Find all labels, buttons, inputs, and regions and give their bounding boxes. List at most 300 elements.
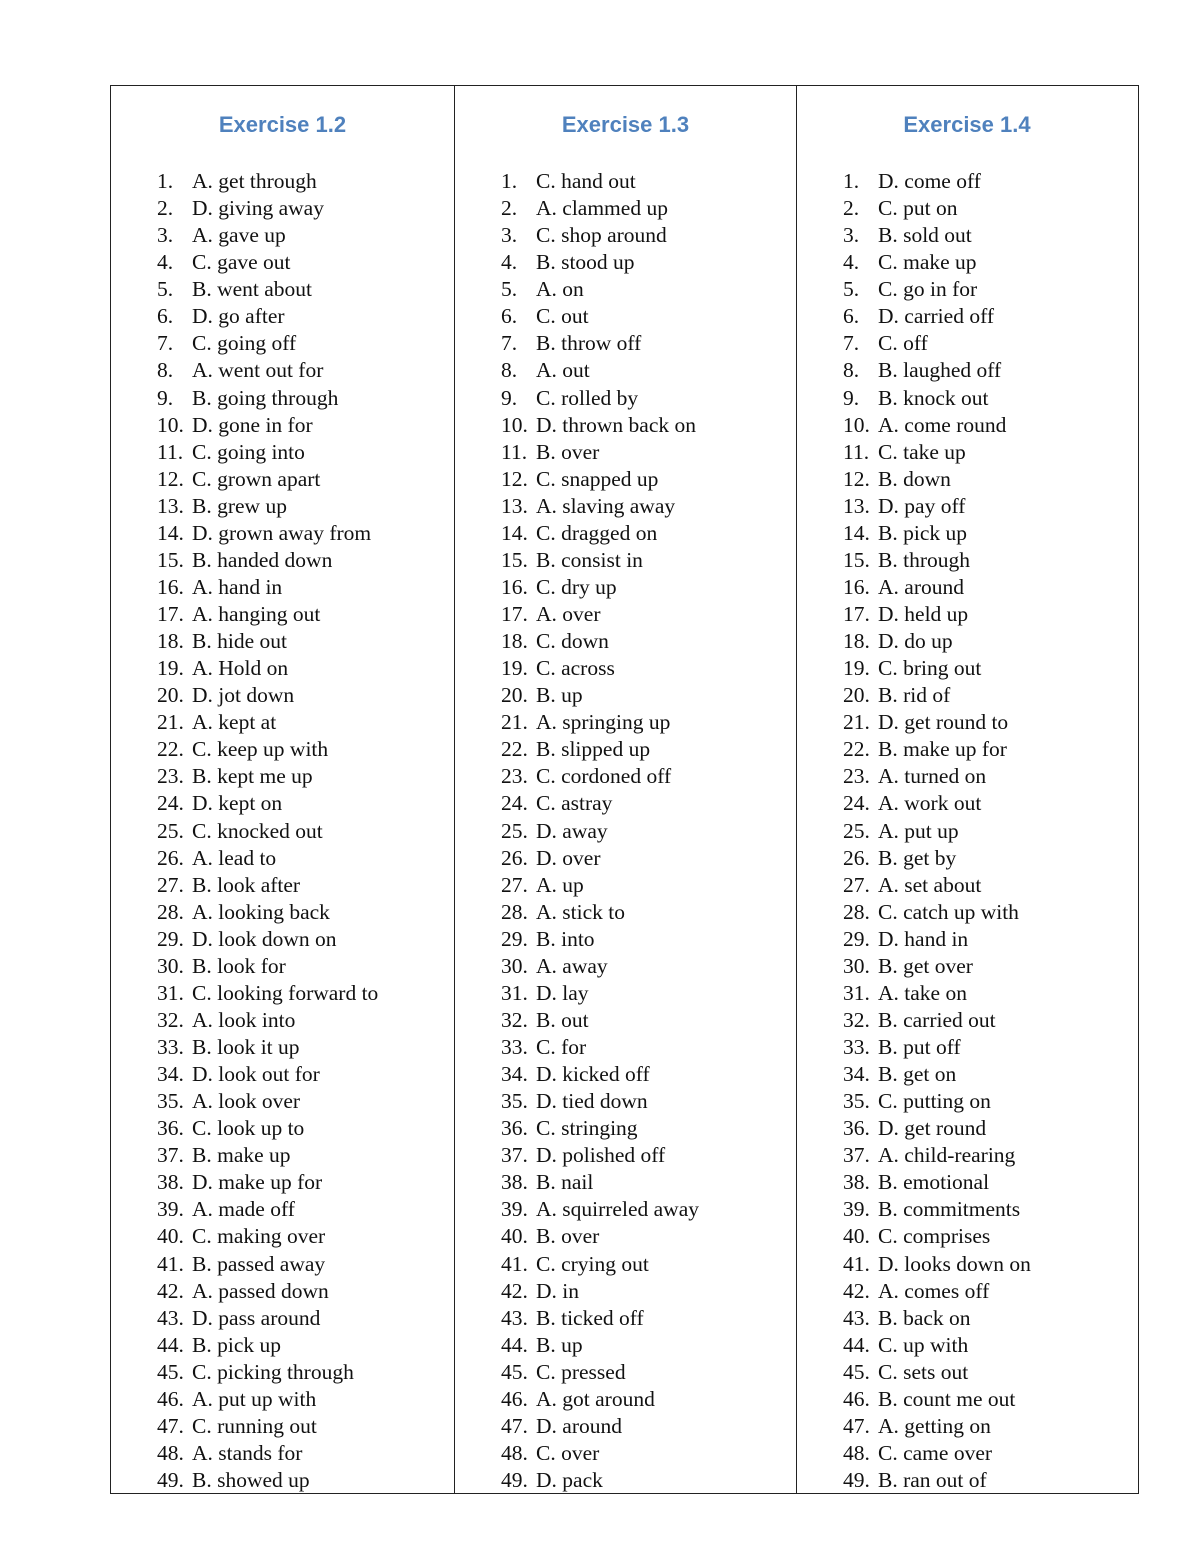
answer-text: A. passed down	[192, 1278, 329, 1303]
answer-item	[843, 980, 1031, 1007]
answer-number: 24.	[157, 791, 184, 816]
answer-item	[501, 1034, 699, 1061]
answer-item	[501, 1142, 699, 1169]
answer-text: D. polished off	[536, 1143, 666, 1168]
answer-text: C. make up	[878, 250, 977, 275]
answer-text: B. back on	[878, 1305, 971, 1330]
answer-number: 35.	[501, 1089, 528, 1114]
answer-number: 2.	[501, 196, 518, 221]
answer-number: 23.	[157, 764, 184, 789]
answer-number: 28.	[501, 899, 528, 924]
answer-number: 3.	[501, 223, 518, 248]
answer-text: C. bring out	[878, 656, 982, 681]
answer-item	[501, 222, 699, 249]
answer-item	[157, 276, 378, 303]
answer-number: 44.	[843, 1332, 870, 1357]
answer-number: 7.	[157, 331, 174, 356]
answer-number: 29.	[501, 926, 528, 951]
answer-number: 6.	[501, 304, 518, 329]
answer-item	[843, 1440, 1031, 1467]
answer-item	[501, 980, 699, 1007]
answer-number: 16.	[501, 574, 528, 599]
answer-text: A. put up with	[192, 1386, 317, 1411]
answer-number: 4.	[157, 250, 174, 275]
answer-text: A. set about	[878, 872, 982, 897]
answer-text: C. stringing	[536, 1116, 638, 1141]
answer-number: 39.	[157, 1197, 184, 1222]
answer-item	[157, 547, 378, 574]
answer-item	[157, 195, 378, 222]
answer-number: 29.	[843, 926, 870, 951]
answer-item	[501, 790, 699, 817]
answer-text: B. get on	[878, 1062, 957, 1087]
answer-text: B. make up for	[878, 737, 1007, 762]
answer-text: C. going into	[192, 439, 305, 464]
answer-number: 15.	[157, 547, 184, 572]
answer-number: 38.	[501, 1170, 528, 1195]
answer-item	[843, 439, 1031, 466]
answer-number: 5.	[843, 277, 860, 302]
answer-item	[157, 1413, 378, 1440]
answer-item	[157, 357, 378, 384]
answer-item	[843, 872, 1031, 899]
answer-text: B. passed away	[192, 1251, 326, 1276]
answer-number: 30.	[843, 953, 870, 978]
answer-item	[843, 1332, 1031, 1359]
answer-number: 30.	[501, 953, 528, 978]
answer-text: D. thrown back on	[536, 412, 697, 437]
answer-item	[843, 303, 1031, 330]
answer-item	[501, 1115, 699, 1142]
answer-number: 5.	[157, 277, 174, 302]
answer-text: D. looks down on	[878, 1251, 1031, 1276]
answer-number: 42.	[157, 1278, 184, 1303]
answer-number: 42.	[501, 1278, 528, 1303]
answer-number: 39.	[501, 1197, 528, 1222]
answer-text: D. over	[536, 845, 601, 870]
answer-item	[157, 1196, 378, 1223]
answer-item	[501, 412, 699, 439]
answer-number: 10.	[843, 412, 870, 437]
answer-text: D. giving away	[192, 196, 324, 221]
answer-text: B. look it up	[192, 1035, 300, 1059]
answer-item	[157, 1332, 378, 1359]
answer-text: C. go in for	[878, 277, 978, 302]
answer-item	[501, 493, 699, 520]
answer-item	[843, 520, 1031, 547]
answer-item	[501, 1440, 699, 1467]
answer-item	[157, 763, 378, 790]
answer-number: 15.	[501, 547, 528, 572]
answer-number: 7.	[501, 331, 518, 356]
answer-text: B. down	[878, 466, 951, 491]
answer-text: B. over	[536, 439, 600, 464]
answer-item	[157, 980, 378, 1007]
answer-text: D. jot down	[192, 683, 295, 708]
answer-number: 45.	[501, 1359, 528, 1384]
answer-text: A. springing up	[536, 710, 671, 735]
answer-number: 25.	[501, 818, 528, 843]
answer-text: A. looking back	[192, 899, 330, 924]
answer-item	[157, 872, 378, 899]
answer-text: C. up with	[878, 1332, 969, 1357]
answer-number: 9.	[843, 385, 860, 410]
answer-number: 36.	[843, 1116, 870, 1141]
answer-item	[843, 601, 1031, 628]
answer-text: B. up	[536, 683, 583, 708]
answer-item	[843, 1386, 1031, 1413]
answer-item	[157, 1061, 378, 1088]
answer-text: B. kept me up	[192, 764, 313, 789]
answer-item	[157, 1142, 378, 1169]
answer-text: D. go after	[192, 304, 285, 329]
answer-number: 38.	[843, 1170, 870, 1195]
answer-text: B. look after	[192, 872, 301, 897]
answer-text: A. gave up	[192, 223, 286, 248]
answer-number: 12.	[843, 466, 870, 491]
answer-item	[157, 574, 378, 601]
answer-number: 18.	[501, 629, 528, 654]
answer-text: B. nail	[536, 1170, 594, 1195]
answer-item	[157, 899, 378, 926]
answer-item	[843, 655, 1031, 682]
answer-item	[157, 222, 378, 249]
answer-number: 35.	[843, 1089, 870, 1114]
answer-item	[157, 845, 378, 872]
answer-text: A. stick to	[536, 899, 625, 924]
answer-text: A. hanging out	[192, 602, 321, 626]
answer-text: C. for	[536, 1035, 587, 1059]
answer-item	[843, 1061, 1031, 1088]
answer-text: B. pick up	[192, 1332, 281, 1357]
answer-text: C. sets out	[878, 1359, 969, 1384]
answer-text: A. lead to	[192, 845, 277, 870]
answer-text: A. away	[536, 953, 608, 978]
answer-number: 9.	[157, 385, 174, 410]
answer-item	[501, 682, 699, 709]
answer-text: A. child-rearing	[878, 1143, 1016, 1168]
answer-number: 31.	[157, 980, 184, 1005]
answer-number: 47.	[501, 1413, 528, 1438]
answer-number: 48.	[843, 1440, 870, 1465]
answer-item	[843, 1278, 1031, 1305]
answer-item	[157, 628, 378, 655]
answer-item	[843, 926, 1031, 953]
answer-text: C. cordoned off	[536, 764, 672, 789]
answer-number: 41.	[501, 1251, 528, 1276]
answer-number: 11.	[157, 439, 184, 464]
answer-number: 38.	[157, 1170, 184, 1195]
answer-text: B. pick up	[878, 520, 967, 545]
answer-text: D. pass around	[192, 1305, 321, 1330]
answer-number: 4.	[501, 250, 518, 275]
answer-number: 23.	[501, 764, 528, 789]
answer-item	[157, 330, 378, 357]
answer-text: B. make up	[192, 1143, 291, 1168]
answer-list	[157, 168, 378, 1494]
answer-item	[157, 1115, 378, 1142]
answer-item	[157, 1386, 378, 1413]
answer-text: D. get round	[878, 1116, 987, 1141]
answer-item	[843, 168, 1031, 195]
answer-text: B. commitments	[878, 1197, 1021, 1222]
answer-number: 40.	[157, 1224, 184, 1249]
answer-text: B. showed up	[192, 1468, 310, 1492]
answer-item	[843, 1169, 1031, 1196]
answer-text: A. up	[536, 872, 584, 897]
answer-item	[501, 1223, 699, 1250]
answer-text: B. laughed off	[878, 358, 1002, 383]
answer-item	[157, 953, 378, 980]
answer-item	[157, 1034, 378, 1061]
answer-list	[843, 168, 1031, 1494]
answer-item	[843, 1467, 1031, 1494]
answer-number: 21.	[843, 710, 870, 735]
answer-text: A. comes off	[878, 1278, 990, 1303]
answer-number: 5.	[501, 277, 518, 302]
answer-text: A. over	[536, 602, 601, 626]
exercise-title: Exercise 1.4	[903, 112, 1031, 137]
answer-item	[501, 330, 699, 357]
answer-text: B. up	[536, 1332, 583, 1357]
answer-number: 6.	[843, 304, 860, 329]
answer-item	[843, 547, 1031, 574]
answer-text: B. sold out	[878, 223, 972, 248]
answer-text: D. pay off	[878, 493, 966, 518]
answer-item	[843, 790, 1031, 817]
answer-number: 11.	[843, 439, 870, 464]
answer-text: A. look into	[192, 1007, 296, 1032]
answer-text: B. went about	[192, 277, 313, 302]
answer-text: A. put up	[878, 818, 959, 843]
answer-item	[501, 872, 699, 899]
answer-item	[843, 953, 1031, 980]
answer-item	[501, 655, 699, 682]
answer-text: A. getting on	[878, 1413, 991, 1438]
answer-item	[843, 574, 1031, 601]
answer-number: 3.	[843, 223, 860, 248]
answer-number: 47.	[843, 1413, 870, 1438]
answer-list	[501, 168, 699, 1494]
answer-item	[501, 1332, 699, 1359]
answer-item	[157, 1305, 378, 1332]
answer-item	[843, 249, 1031, 276]
answer-item	[843, 1088, 1031, 1115]
answer-text: B. consist in	[536, 547, 643, 572]
answer-text: A. stands for	[192, 1440, 303, 1465]
answer-item	[157, 709, 378, 736]
answer-text: C. shop around	[536, 223, 667, 248]
answer-item	[157, 655, 378, 682]
answer-text: B. get over	[878, 953, 973, 978]
answer-number: 34.	[501, 1062, 528, 1087]
answer-number: 40.	[843, 1224, 870, 1249]
answer-number: 34.	[843, 1062, 870, 1087]
answer-number: 37.	[501, 1143, 528, 1168]
answer-number: 47.	[157, 1413, 184, 1438]
answer-text: B. into	[536, 926, 595, 951]
answer-item	[501, 1386, 699, 1413]
answer-number: 25.	[843, 818, 870, 843]
answer-item	[843, 1115, 1031, 1142]
answer-text: C. out	[536, 304, 589, 329]
answer-item	[501, 357, 699, 384]
answer-text: C. running out	[192, 1413, 317, 1438]
answer-text: C. keep up with	[192, 737, 329, 762]
answer-number: 10.	[501, 412, 528, 437]
answer-text: D. kicked off	[536, 1062, 650, 1087]
answer-number: 40.	[501, 1224, 528, 1249]
answer-number: 22.	[157, 737, 184, 762]
exercise-column	[454, 86, 796, 1493]
answer-number: 29.	[157, 926, 184, 951]
answer-item	[501, 276, 699, 303]
answer-number: 12.	[157, 466, 184, 491]
answer-text: A. made off	[192, 1197, 295, 1222]
answer-text: B. going through	[192, 385, 339, 410]
answer-number: 45.	[843, 1359, 870, 1384]
answer-text: C. dry up	[536, 574, 617, 599]
answer-text: A. squirreled away	[536, 1197, 699, 1222]
answer-text: C. pressed	[536, 1359, 626, 1384]
answer-text: B. out	[536, 1007, 589, 1032]
answer-text: B. put off	[878, 1035, 961, 1059]
answer-text: C. grown apart	[192, 466, 321, 491]
answer-number: 18.	[843, 629, 870, 654]
answer-number: 19.	[501, 656, 528, 681]
answer-item	[843, 195, 1031, 222]
answer-number: 36.	[157, 1116, 184, 1141]
answer-text: B. through	[878, 547, 970, 572]
answer-item	[843, 1142, 1031, 1169]
answer-item	[157, 682, 378, 709]
answer-item	[843, 466, 1031, 493]
answer-number: 13.	[501, 493, 528, 518]
answer-number: 39.	[843, 1197, 870, 1222]
answer-item	[843, 493, 1031, 520]
answer-number: 48.	[501, 1440, 528, 1465]
answer-text: B. get by	[878, 845, 957, 870]
answer-item	[843, 1305, 1031, 1332]
answer-number: 26.	[501, 845, 528, 870]
answer-text: B. look for	[192, 953, 286, 978]
answer-item	[843, 709, 1031, 736]
answer-text: B. over	[536, 1224, 600, 1249]
answer-item	[501, 1169, 699, 1196]
answer-text: A. come round	[878, 412, 1007, 437]
answer-number: 24.	[501, 791, 528, 816]
answer-text: D. grown away from	[192, 520, 372, 545]
answer-number: 19.	[843, 656, 870, 681]
answer-number: 46.	[843, 1386, 870, 1411]
answer-item	[157, 1223, 378, 1250]
answer-item	[843, 1251, 1031, 1278]
answer-item	[501, 926, 699, 953]
answer-item	[501, 1359, 699, 1386]
answer-text: B. throw off	[536, 331, 642, 356]
answer-number: 16.	[157, 574, 184, 599]
answer-text: C. picking through	[192, 1359, 354, 1384]
answer-item	[501, 168, 699, 195]
answer-text: A. around	[878, 574, 964, 599]
answer-item	[501, 1196, 699, 1223]
answer-number: 6.	[157, 304, 174, 329]
answer-item	[501, 1251, 699, 1278]
answer-text: D. held up	[878, 602, 969, 626]
answer-number: 28.	[843, 899, 870, 924]
answer-number: 46.	[501, 1386, 528, 1411]
answer-number: 8.	[501, 358, 518, 383]
answer-item	[843, 385, 1031, 412]
answer-text: C. going off	[192, 331, 297, 356]
answer-number: 32.	[501, 1007, 528, 1032]
answer-number: 45.	[157, 1359, 184, 1384]
answer-text: D. get round to	[878, 710, 1009, 735]
answer-text: B. grew up	[192, 493, 287, 518]
answer-item	[501, 1413, 699, 1440]
answer-text: C. crying out	[536, 1251, 649, 1276]
answer-key-table	[110, 85, 1139, 1494]
answer-text: D. make up for	[192, 1170, 323, 1195]
answer-text: D. tied down	[536, 1089, 648, 1114]
answer-number: 3.	[157, 223, 174, 248]
answer-item	[843, 845, 1031, 872]
answer-number: 25.	[157, 818, 184, 843]
answer-text: B. emotional	[878, 1170, 990, 1195]
answer-item	[157, 790, 378, 817]
answer-item	[501, 601, 699, 628]
answer-text: A. get through	[192, 169, 317, 193]
answer-number: 9.	[501, 385, 518, 410]
answer-item	[157, 1251, 378, 1278]
answer-number: 14.	[501, 520, 528, 545]
answer-number: 37.	[157, 1143, 184, 1168]
answer-number: 27.	[157, 872, 184, 897]
answer-number: 35.	[157, 1089, 184, 1114]
answer-text: B. stood up	[536, 250, 635, 275]
answer-item	[157, 412, 378, 439]
answer-item	[501, 439, 699, 466]
answer-item	[157, 303, 378, 330]
answer-number: 49.	[843, 1468, 870, 1492]
answer-item	[843, 1223, 1031, 1250]
answer-text: A. slaving away	[536, 493, 676, 518]
answer-text: A. on	[536, 277, 584, 302]
answer-text: C. putting on	[878, 1089, 991, 1114]
answer-text: A. clammed up	[536, 196, 668, 221]
answer-item	[501, 953, 699, 980]
exercise-title: Exercise 1.3	[561, 112, 690, 137]
exercise-column	[111, 86, 454, 1493]
answer-number: 22.	[843, 737, 870, 762]
answer-text: C. catch up with	[878, 899, 1019, 924]
exercise-column	[796, 86, 1137, 1493]
answer-item	[501, 249, 699, 276]
answer-number: 42.	[843, 1278, 870, 1303]
exercise-title: Exercise 1.2	[218, 112, 347, 137]
answer-text: D. carried off	[878, 304, 995, 329]
answer-number: 19.	[157, 656, 184, 681]
answer-item	[501, 709, 699, 736]
answer-number: 2.	[843, 196, 860, 221]
answer-text: B. hide out	[192, 629, 287, 654]
answer-text: A. got around	[536, 1386, 655, 1411]
answer-number: 21.	[157, 710, 184, 735]
answer-item	[501, 899, 699, 926]
answer-number: 8.	[843, 358, 860, 383]
answer-item	[157, 168, 378, 195]
answer-number: 23.	[843, 764, 870, 789]
